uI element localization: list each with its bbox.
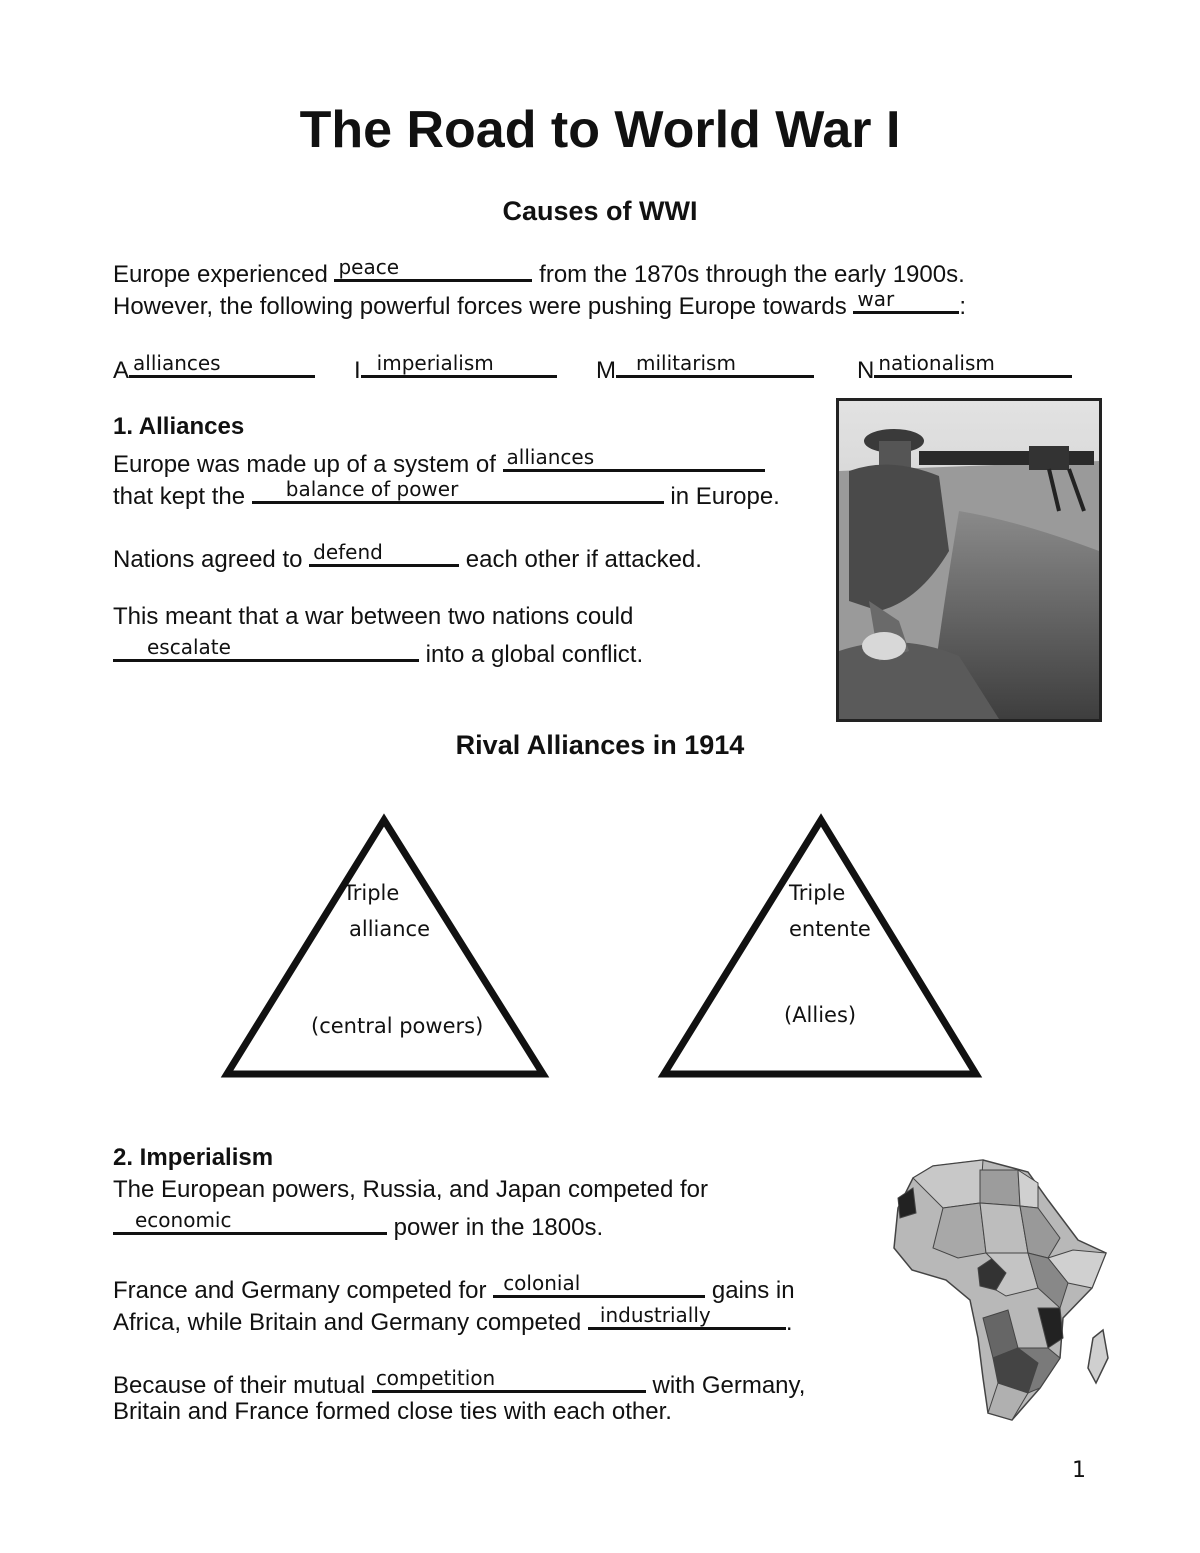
triple-entente-line1: Triple xyxy=(789,881,846,905)
text: from the 1870s through the early 1900s. xyxy=(532,261,965,288)
blank-escalate[interactable] xyxy=(113,633,419,662)
heading-alliances: 1. Alliances xyxy=(113,413,245,440)
blank-main-m[interactable] xyxy=(616,349,814,378)
answer-main-n: nationalism xyxy=(878,351,995,375)
answer-balance: balance of power xyxy=(285,477,459,501)
main-n xyxy=(857,349,1072,387)
text: Europe was made up of a system of xyxy=(113,451,503,478)
text: Europe experienced xyxy=(113,261,335,288)
blank-industrially[interactable] xyxy=(588,1301,786,1330)
answer-war: war xyxy=(857,287,895,311)
blank-economic[interactable] xyxy=(113,1206,387,1235)
main-i xyxy=(354,349,557,387)
answer-escalate: escalate xyxy=(147,635,231,659)
blank-main-n[interactable] xyxy=(874,349,1072,378)
answer-colonial: colonial xyxy=(503,1271,581,1295)
page-number: 1 xyxy=(1072,1458,1086,1483)
text: in Europe. xyxy=(663,483,780,510)
text: power in the 1800s. xyxy=(387,1214,604,1241)
text: Nations agreed to xyxy=(113,546,310,573)
text: each other if attacked. xyxy=(459,546,702,573)
allies-label: (Allies) xyxy=(784,1003,857,1027)
text: . xyxy=(785,1309,793,1336)
answer-alliances: alliances xyxy=(506,445,595,469)
text: with Germany, xyxy=(645,1372,806,1399)
main-m xyxy=(596,349,814,387)
imperialism-line-4 xyxy=(113,1301,793,1339)
answer-peace: peace xyxy=(338,255,400,279)
answer-main-i: imperialism xyxy=(376,351,494,375)
imperialism-line-2 xyxy=(113,1206,603,1244)
heading-imperialism: 2. Imperialism xyxy=(113,1144,274,1171)
heading-rival-alliances: Rival Alliances in 1914 xyxy=(455,730,745,760)
africa-map-icon xyxy=(888,1158,1113,1428)
main-letter: A xyxy=(113,357,130,384)
page-title: The Road to World War I xyxy=(299,101,901,159)
triple-entente-line2: entente xyxy=(789,917,871,941)
blank-balance[interactable] xyxy=(252,475,664,504)
blank-colonial[interactable] xyxy=(493,1269,705,1298)
text: : xyxy=(959,293,967,320)
triangle-right-icon xyxy=(650,810,990,1085)
alliances-line-2 xyxy=(113,475,780,513)
blank-main-a[interactable] xyxy=(129,349,315,378)
answer-competition: competition xyxy=(375,1366,496,1390)
text: France and Germany competed for xyxy=(113,1277,494,1304)
alliances-line-4: This meant that a war between two nations could xyxy=(113,603,634,630)
intro-line-2 xyxy=(113,285,966,323)
text: that kept the xyxy=(113,483,252,510)
answer-industrially: industrially xyxy=(599,1303,711,1327)
triple-alliance-line1: Triple xyxy=(343,881,400,905)
soldier-machine-gun-image xyxy=(839,401,1099,719)
blank-alliances[interactable] xyxy=(503,443,765,472)
blank-main-i[interactable] xyxy=(361,349,557,378)
main-letter: I xyxy=(354,357,361,384)
text: However, the following powerful forces were pushing Europe towards xyxy=(113,293,854,320)
blank-war[interactable] xyxy=(853,285,959,314)
alliances-line-5 xyxy=(113,633,643,671)
answer-economic: economic xyxy=(135,1208,232,1232)
text: gains in xyxy=(705,1277,795,1304)
blank-defend[interactable] xyxy=(309,538,459,567)
central-powers-label: (central powers) xyxy=(311,1014,484,1038)
main-letter: M xyxy=(596,357,616,384)
blank-competition[interactable] xyxy=(372,1364,646,1393)
text: Because of their mutual xyxy=(113,1372,372,1399)
triangle-left-icon xyxy=(215,810,555,1085)
imperialism-line-1: The European powers, Russia, and Japan competed for xyxy=(113,1176,709,1203)
triple-alliance-line2: alliance xyxy=(349,917,431,941)
alliances-line-3 xyxy=(113,538,702,576)
imperialism-line-6: Britain and France formed close ties with each other. xyxy=(113,1398,672,1425)
main-a xyxy=(113,349,315,387)
main-letter: N xyxy=(857,357,875,384)
text: into a global conflict. xyxy=(419,641,644,668)
answer-defend: defend xyxy=(313,540,383,564)
blank-peace[interactable] xyxy=(334,253,532,282)
soldier-photo xyxy=(836,398,1102,722)
text: Africa, while Britain and Germany competed xyxy=(113,1309,588,1336)
section-subtitle: Causes of WWI xyxy=(502,196,698,226)
answer-main-m: militarism xyxy=(636,351,736,375)
answer-main-a: alliances xyxy=(133,351,221,375)
